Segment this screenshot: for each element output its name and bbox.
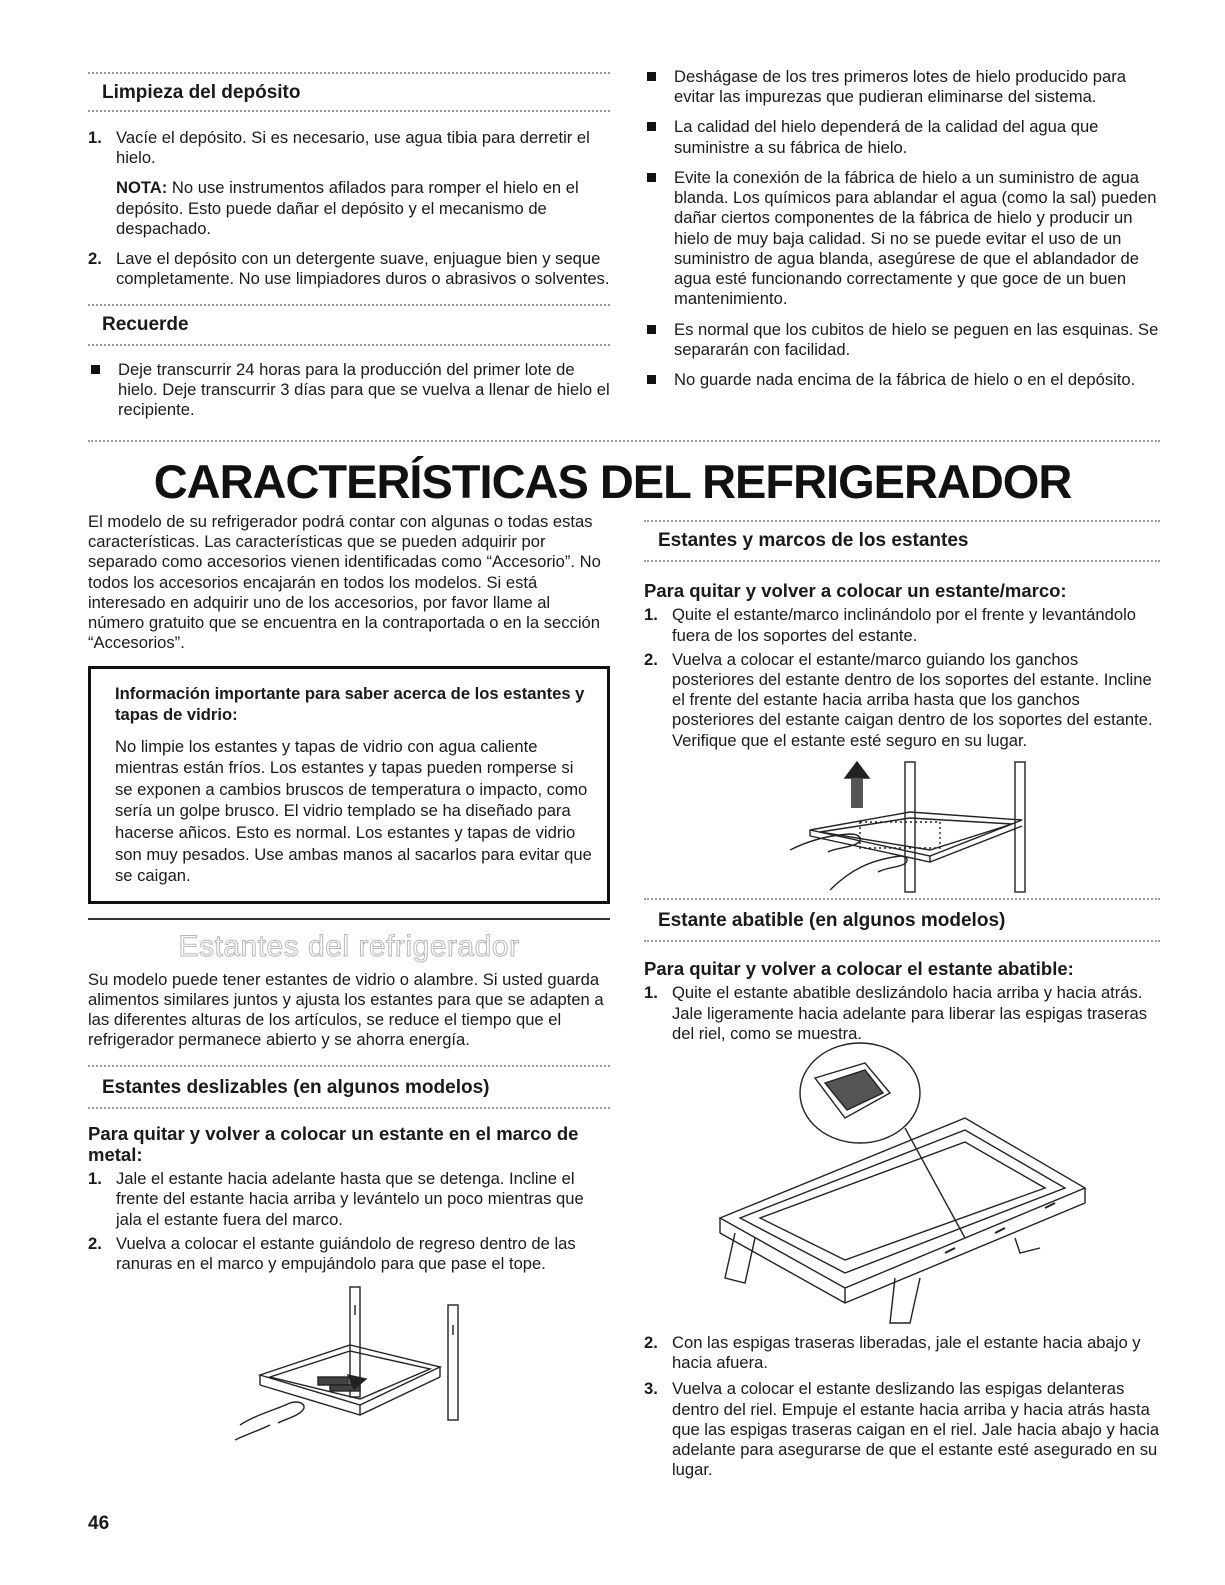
- list-item: No guarde nada encima de la fábrica de hielo o en el depósito.: [644, 370, 1160, 390]
- page-number: 46: [88, 1513, 110, 1534]
- section-title: Estantes del refrigerador: [178, 929, 520, 963]
- sliding-subheading: Para quitar y volver a colocar un estante en el marco de metal:: [88, 1122, 579, 1165]
- list-item: 1. Vacíe el depósito. Si es necesario, use agua tibia para derretir el hielo.: [88, 128, 590, 168]
- list-item: Es normal que los cubitos de hielo se peguen en las esquinas. Se separarán con facilidad.: [644, 320, 1160, 360]
- frames-subheading: Para quitar y volver a colocar un estante/marco:: [644, 580, 1067, 601]
- bullet-icon: [644, 67, 674, 107]
- flip-subheading: Para quitar y volver a colocar el estante abatible:: [644, 958, 1074, 979]
- divider: [88, 918, 610, 920]
- list-item: Deje transcurrir 24 horas para la producción del primer lote de hielo. Deje transcurrir 3 días para que se vuelva a llenar de hielo el recipiente.: [88, 360, 610, 421]
- warning-heading: Información importante para saber acerca de los estantes y tapas de vidrio:: [115, 683, 585, 725]
- intro-paragraph: El modelo de su refrigerador podrá contar con algunas o todas estas características. Las características que se pueden adquirir por separado como accesorios vienen identificadas como “Accesorio”. No todos los accesorios encajarán en todos los modelos. Si está interesado en adquirir uno de los accesorios, por favor llame al número gratuito que se encuentra en la contraportada o en la sección “Accesorios”.: [88, 512, 601, 653]
- list-item: 2. Vuelva a colocar el estante/marco guiando los ganchos posteriores del estante dentro de los soportes del estante. Incline el frente del estante hacia arriba hasta que los ganchos posteriores del estante caigan dentro de los soportes del estante. Verifique que el estante esté seguro en su lugar.: [644, 649, 1153, 750]
- divider: [88, 440, 1160, 442]
- list-item: Evite la conexión de la fábrica de hielo a un suministro de agua blanda. Los químicos para ablandar el agua (como la sal) pueden dañar ciertos componentes de la fábrica de hielo y producir un hielo de muy baja calidad. Si no se puede evitar el uso de un suministro de agua blanda, asegúrese de que el ablandador de agua esté funcionando correctamente y que goce de un buen mantenimiento.: [644, 168, 1160, 310]
- flip-section: [644, 898, 1160, 1044]
- shelves-paragraph: Su modelo puede tener estantes de vidrio o alambre. Si usted guarda alimentos similares juntos y ajusta los estantes para que se adapten a las diferentes alturas de los artículos, se reduce el tiempo que el refrigerador permanece abierto y se ahorra energía.: [88, 969, 604, 1050]
- divider: [88, 1107, 610, 1109]
- recuerde-heading: Recuerde: [102, 313, 189, 335]
- divider: [644, 940, 1160, 942]
- list-item: 3. Vuelva a colocar el estante deslizando las espigas delanteras dentro del riel. Empuje el estante hacia arriba y hacia atrás hasta que las espigas traseras caigan en el riel. Jale hacia abajo y hacia adelante para asegurarse de que el estante esté asegurado en su lugar.: [644, 1379, 1160, 1480]
- nota-paragraph: [116, 178, 610, 239]
- limpieza-heading: Limpieza del depósito: [102, 82, 301, 103]
- nota-text: No use instrumentos afilados para romper el hielo en el depósito. Esto puede dañar el depósito y el mecanismo de despachado.: [116, 178, 579, 238]
- features-right-column: [644, 520, 1160, 751]
- list-item: 2. Con las espigas traseras liberadas, jale el estante hacia abajo y hacia afuera.: [644, 1333, 1141, 1373]
- list-item: 1. Jale el estante hacia adelante hasta que se detenga. Incline el frente del estante hacia arriba y levántelo un poco mientras que jala el estante fuera del marco.: [88, 1169, 584, 1229]
- ice-tips-section: [644, 67, 1160, 390]
- flip-shelf-illustration: [715, 1038, 1100, 1328]
- flip-heading: Estante abatible (en algunos modelos): [658, 910, 1006, 931]
- bullet-icon: [88, 360, 118, 421]
- bullet-icon: [644, 320, 674, 360]
- sliding-heading: Estantes deslizables (en algunos modelos): [102, 1076, 490, 1098]
- page-title: CARACTERÍSTICAS DEL REFRIGERADOR: [153, 455, 1072, 508]
- list-item: 1. Quite el estante/marco inclinándolo por el frente y levantándolo fuera de los soportes del estante.: [644, 605, 1136, 645]
- list-item: 2. Lave el depósito con un detergente suave, enjuague bien y seque completamente. No use limpiadores duros o abrasivos o solventes.: [88, 249, 610, 289]
- list-item: La calidad del hielo dependerá de la calidad del agua que suministre a su fábrica de hielo.: [644, 117, 1160, 157]
- nota-label: NOTA:: [116, 178, 168, 198]
- warning-text: No limpie los estantes y tapas de vidrio con agua caliente mientras están fríos. Los estantes y tapas pueden romperse si se exponen a cambios bruscos de temperatura o impacto, como sería un golpe brusco. El vidrio templado se ha diseñado para hacerse añicos. Esto es normal. Los estantes y tapas de vidrio son muy pesados. Use ambas manos al sacarlos para evitar que se caigan.: [115, 736, 592, 886]
- list-item: 2. Vuelva a colocar el estante guiándolo de regreso dentro de las ranuras en el marco y empujándolo para que pase el tope.: [88, 1233, 576, 1274]
- bullet-icon: [644, 370, 674, 390]
- sliding-shelf-illustration: [230, 1285, 480, 1450]
- bullet-icon: [644, 117, 674, 157]
- list-item: 1. Quite el estante abatible deslizándolo hacia arriba y hacia atrás. Jale ligeramente hacia adelante para liberar las espigas traseras del riel, como se muestra.: [644, 983, 1148, 1043]
- bullet-icon: [644, 168, 674, 310]
- glass-warning-box: [88, 666, 610, 904]
- frames-heading: Estantes y marcos de los estantes: [658, 530, 969, 551]
- list-item: Deshágase de los tres primeros lotes de hielo producido para evitar las impurezas que pudieran eliminarse del sistema.: [644, 67, 1160, 107]
- flip-steps: [644, 1333, 1160, 1481]
- limpieza-section: [88, 72, 610, 420]
- features-left-column: [88, 512, 610, 1274]
- divider: [644, 560, 1160, 562]
- frame-shelf-illustration: [790, 760, 1040, 895]
